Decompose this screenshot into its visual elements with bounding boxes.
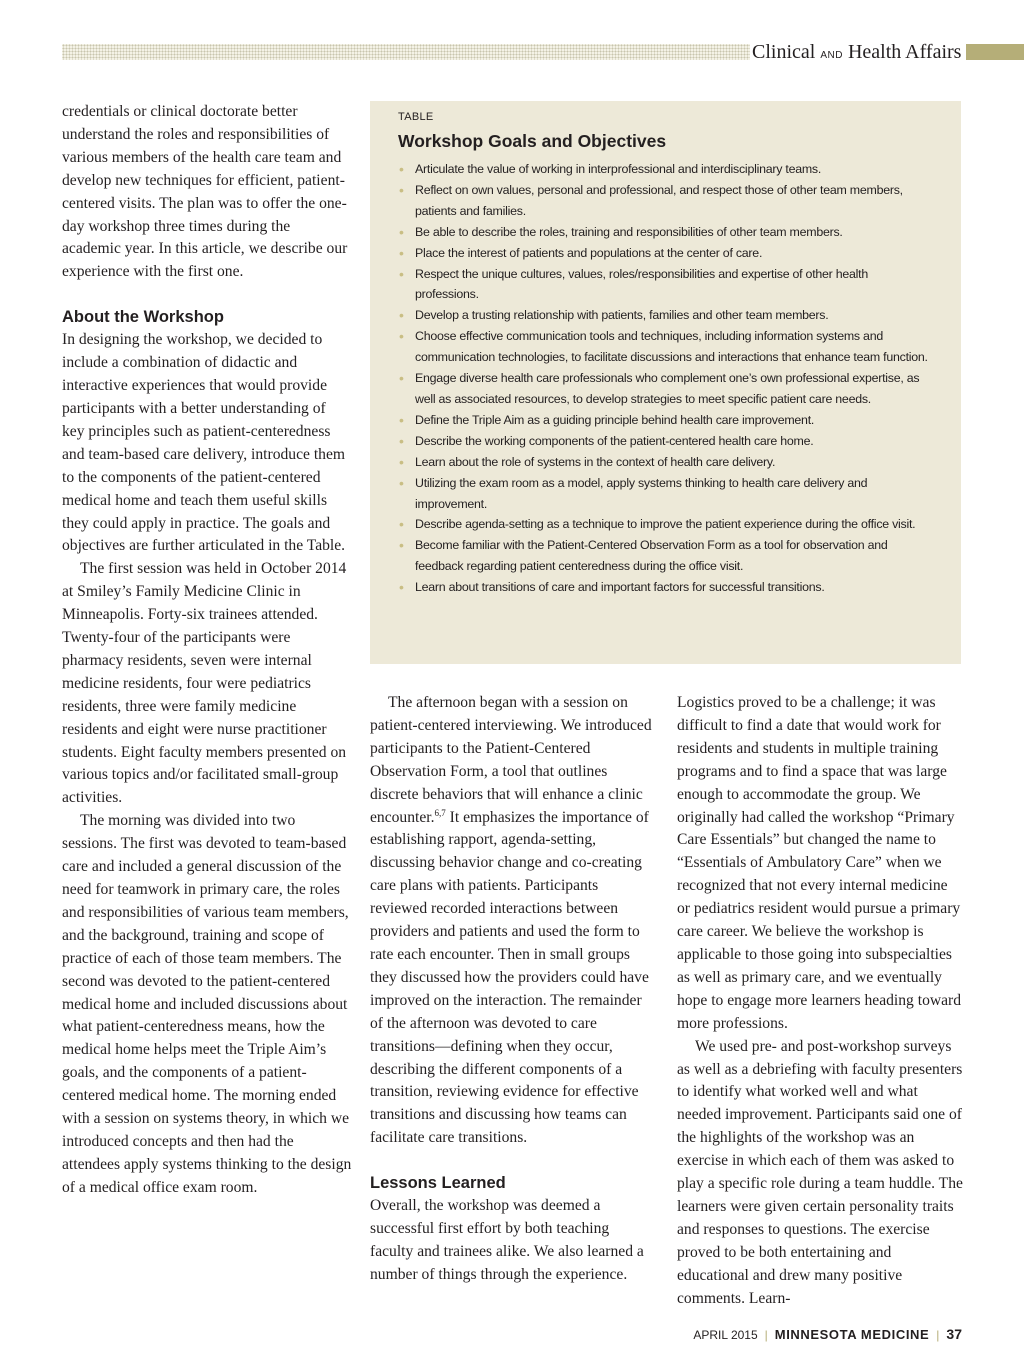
footer-separator: | <box>936 1328 940 1342</box>
body-paragraph: Overall, the workshop was deemed a successful first effort by both teaching faculty and trainees alike. We also learned a number of things through the experience. <box>370 1197 644 1283</box>
header-accent-bar <box>966 44 1024 60</box>
table-label: TABLE <box>398 111 434 123</box>
intro-paragraph: credentials or clinical doctorate better understand the roles and responsibilities of various members of the health care team and develop new techniques for efficient, patient-centered visits. The plan was to offer the one-day workshop three times during the academic year. In this article, we describe our experience with the first one. <box>62 103 348 281</box>
column-left <box>62 101 352 1200</box>
goal-item: • Become familiar with the Patient-Centered Observation Form as a tool for observation and feedback regarding patient centeredness during the office visit. <box>398 535 933 577</box>
body-paragraph: The first session was held in October 2014 at Smiley’s Family Medicine Clinic in Minneapolis. Forty-six trainees attended. Twenty-four of the participants were pharmacy residents, seven were internal medicine residents, four were pediatrics residents, three were family medicine residents and eight were nurse practitioner students. Eight faculty members presented on various topics and/or facilitated small-group activities. <box>62 560 347 807</box>
body-paragraph: Logistics proved to be a challenge; it was difficult to find a date that would work for residents and students in multiple training programs and to find a space that was large enough to accommodate the group. We originally had called the workshop “Primary Care Essentials” but changed the name to “Essentials of Ambulatory Care” when we recognized that not every internal medicine or pediatrics resident would pursue a primary care career. We believe the workshop is applicable to those going into subspecialties as well as primary care, and we eventually hope to engage more learners heading toward more professions. <box>677 694 962 1032</box>
header-title-left: Clinical <box>752 41 816 63</box>
section-header <box>752 40 961 64</box>
goal-item: • Be able to describe the roles, training and responsibilities of other team members. <box>398 222 933 243</box>
goal-item: • Place the interest of patients and populations at the center of care. <box>398 243 933 264</box>
body-paragraph: The morning was divided into two sessions. The first was devoted to team-based care and included a general discussion of the need for teamwork in primary care, the roles and responsibilities of various team members, and the background, training and scope of practice of each of those team members. The second was devoted to the patient-centered medical home and included discussions about what patient-centeredness means, how the medical home helps meet the Triple Aim’s goals, and the components of a patient-centered medical home. The morning ended with a session on systems theory, in which we introduced concepts and then had the attendees apply systems thinking to the design of a medical office exam room. <box>62 812 352 1196</box>
column-middle <box>370 692 656 1287</box>
footer-separator: | <box>764 1328 768 1342</box>
goal-item: • Respect the unique cultures, values, roles/responsibilities and expertise of other health professions. <box>398 264 933 306</box>
footer-page-number: 37 <box>946 1326 962 1342</box>
goal-item: • Learn about transitions of care and important factors for successful transitions. <box>398 577 933 598</box>
paragraph-text: The afternoon began with a session on patient-centered interviewing. We introduced participants to the Patient-Centered Observation Form, a tool that outlines discrete behaviors that will enhance a clinic encounter. <box>370 694 652 826</box>
header-title-and: AND <box>820 50 843 61</box>
goal-item: • Describe the working components of the patient-centered health care home. <box>398 431 933 452</box>
goal-item: • Engage diverse health care professionals who complement one’s own professional expertise, as well as associated resources, to develop strategies to meet specific patient care needs. <box>398 368 933 410</box>
footer-date: APRIL 2015 <box>693 1328 758 1342</box>
goal-item: • Define the Triple Aim as a guiding principle behind health care improvement. <box>398 410 933 431</box>
reference-superscript: 6,7 <box>434 807 446 818</box>
section-heading-about: About the Workshop <box>62 308 224 327</box>
goal-item: • Utilizing the exam room as a model, apply systems thinking to health care delivery and improvement. <box>398 473 933 515</box>
goal-list <box>398 159 933 598</box>
table-title: Workshop Goals and Objectives <box>398 131 667 151</box>
goal-item: • Describe agenda-setting as a technique to improve the patient experience during the office visit. <box>398 514 933 535</box>
header-decorative-band <box>62 44 750 60</box>
goal-item: • Develop a trusting relationship with patients, families and other team members. <box>398 305 933 326</box>
paragraph-text: It emphasizes the importance of establishing rapport, agenda-setting, discussing behavior change and co-creating care plans with patients. Participants reviewed recorded interactions between providers and patients and used the form to rate each encounter. Then in small groups they discussed how the providers could have improved on the interaction. The remainder of the afternoon was devoted to care transitions—defining when they occur, describing the different components of a transition, reviewing evidence for effective transitions and discussing how teams can facilitate care transitions. <box>370 808 649 1147</box>
body-paragraph: We used pre- and post-workshop surveys as well as a debriefing with faculty presenters to identify what worked well and what needed improvement. Participants said one of the highlights of the workshop was an exercise in which each of them was asked to play a specific role during a team huddle. The learners were given certain personality traits and responses to questions. The exercise proved to be both entertaining and educational and drew many positive comments. Learn- <box>677 1037 963 1307</box>
column-right <box>677 692 964 1310</box>
goal-item: • Choose effective communication tools and techniques, including information systems and communication technologies, to facilitate discussions and interactions that enhance team function. <box>398 326 933 368</box>
header-title-right: Health Affairs <box>847 41 962 63</box>
goals-table-box <box>370 101 961 664</box>
section-heading-lessons: Lessons Learned <box>370 1174 506 1193</box>
goal-item: • Articulate the value of working in interprofessional and interdisciplinary teams. <box>398 159 933 180</box>
goal-item: • Learn about the role of systems in the context of health care delivery. <box>398 452 933 473</box>
footer-magazine-name: MINNESOTA MEDICINE <box>774 1327 930 1342</box>
page-footer <box>693 1323 962 1345</box>
body-paragraph <box>370 692 656 1150</box>
body-paragraph: In designing the workshop, we decided to include a combination of didactic and interactive experiences that would provide participants with a better understanding of key principles such as patient-centeredness and team-based care delivery, introduce them to the components of the patient-centered medical home and teach them useful skills they could apply in practice. The goals and objectives are further articulated in the Table. <box>62 331 346 555</box>
goal-item: • Reflect on own values, personal and professional, and respect those of other team members, patients and families. <box>398 180 933 222</box>
